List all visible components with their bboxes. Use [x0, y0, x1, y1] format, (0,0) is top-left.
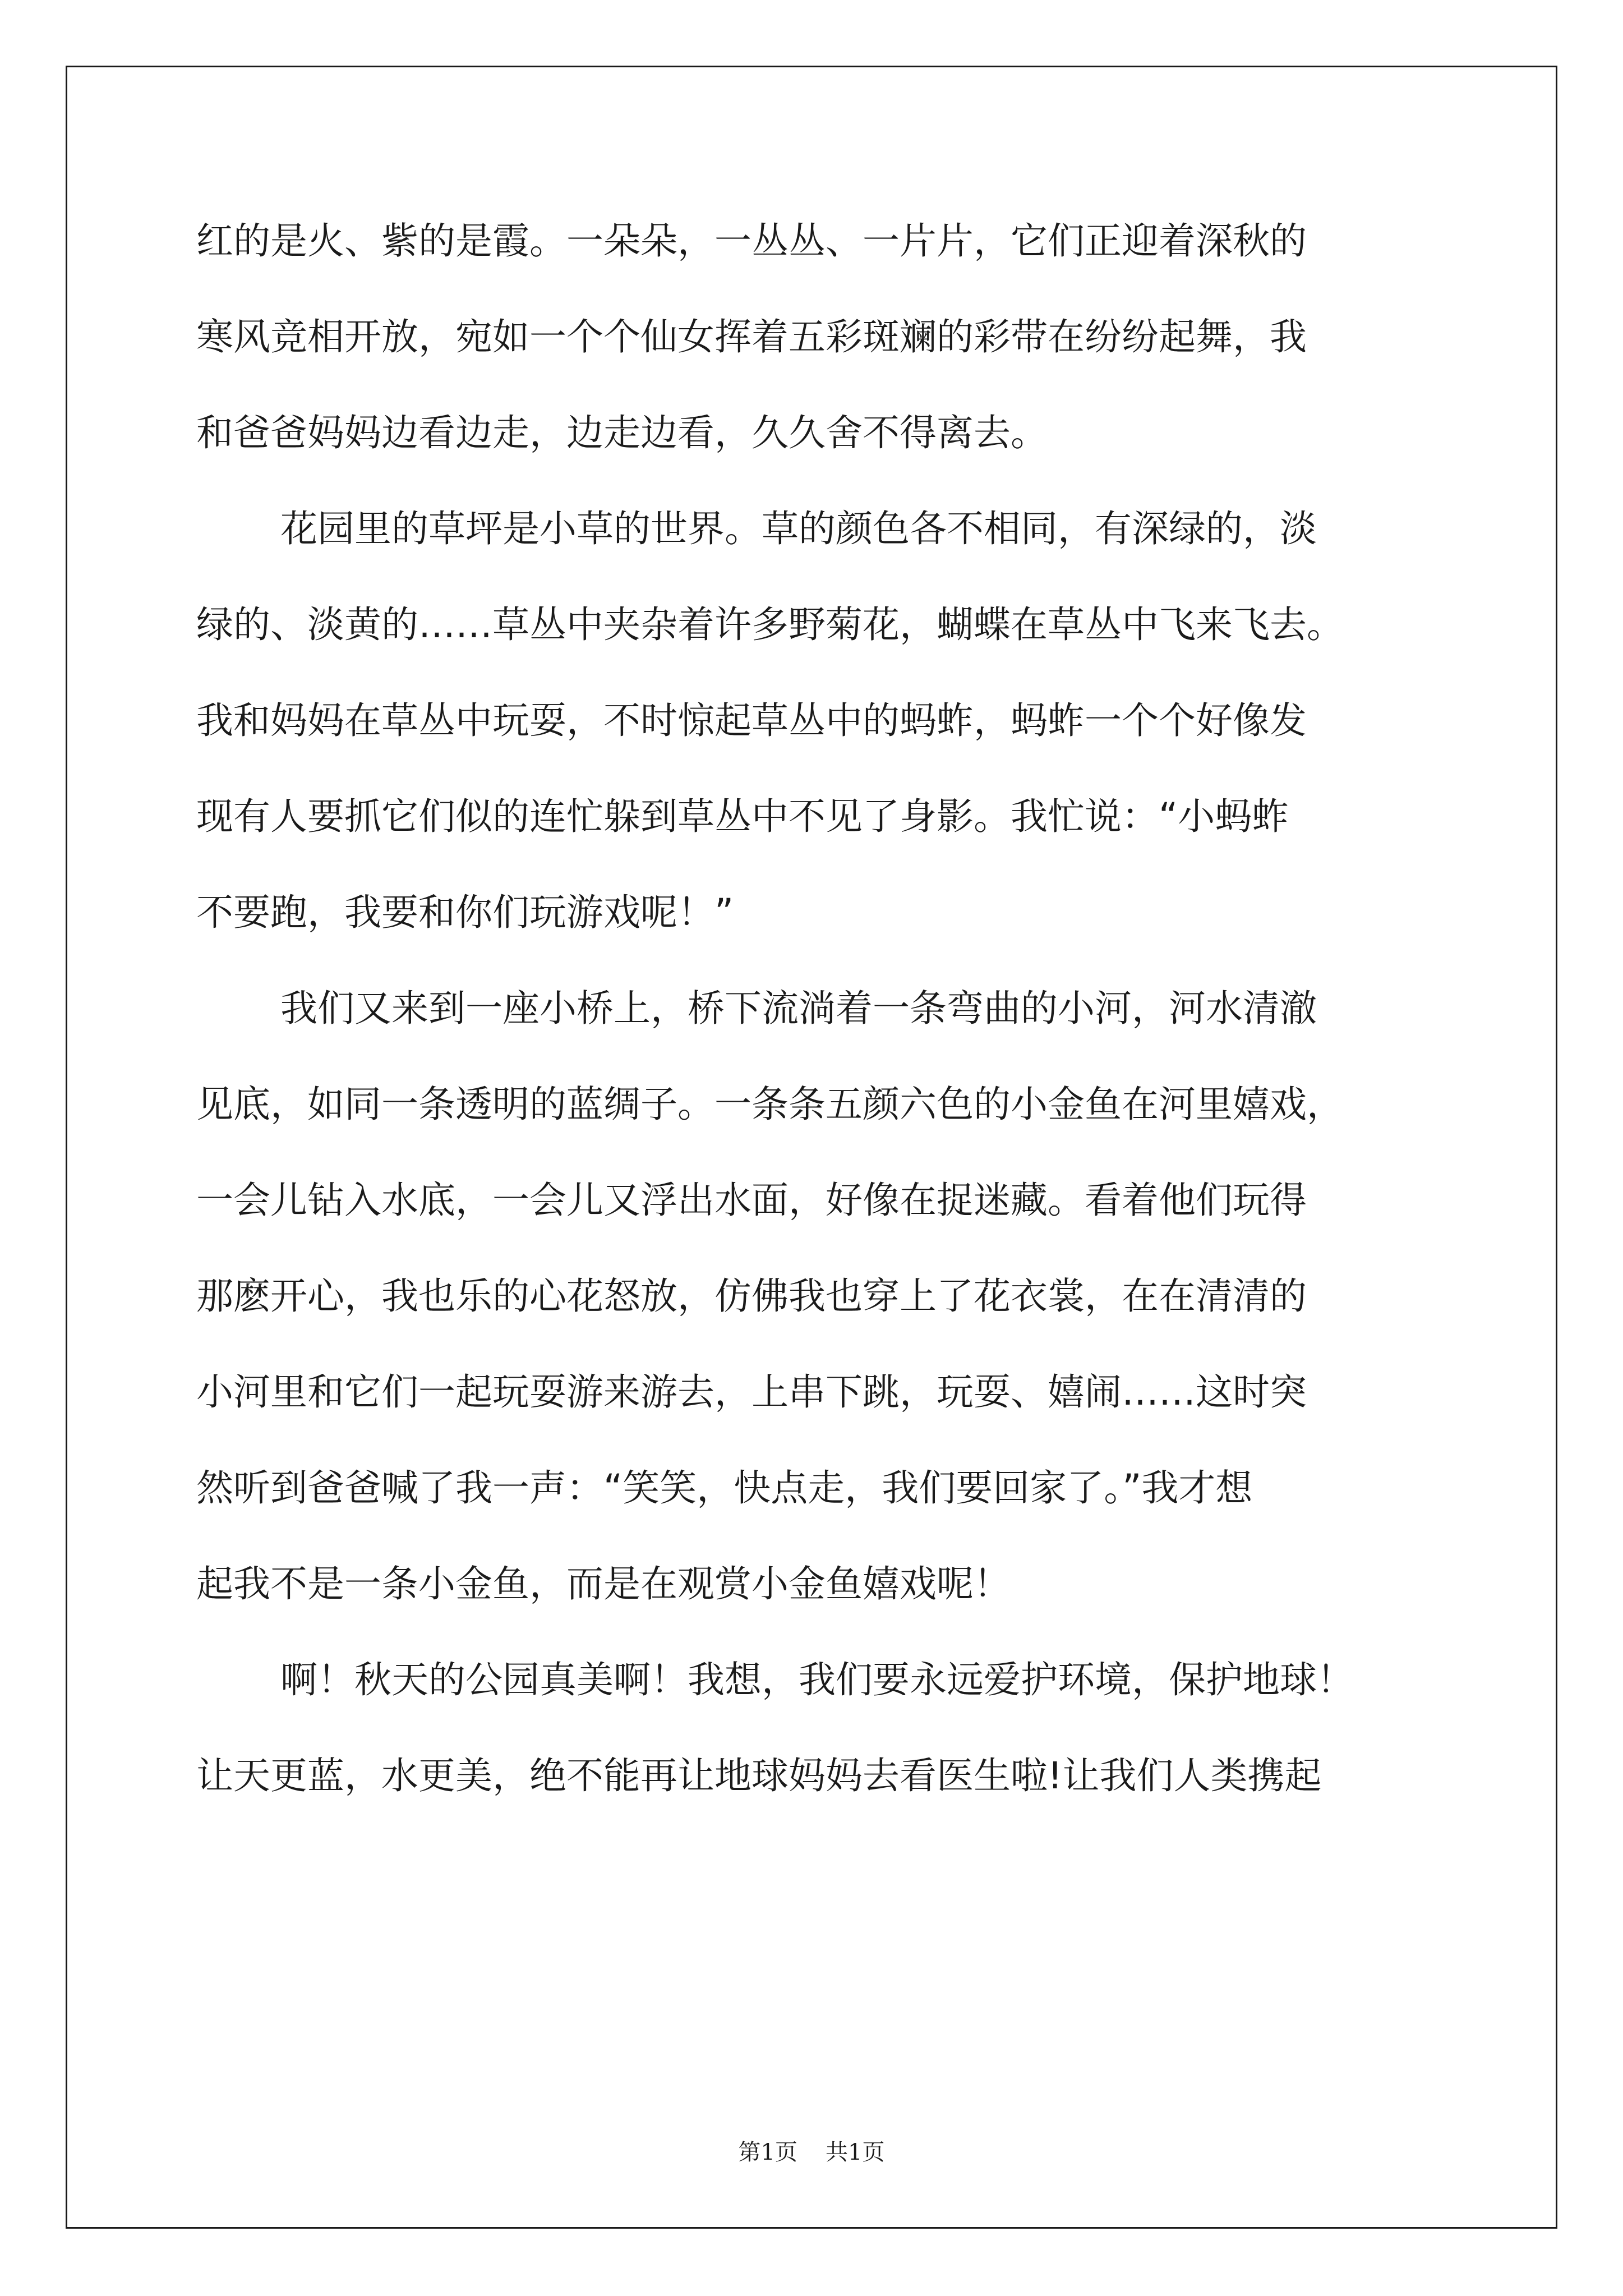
text-line: 红的是火、紫的是霞。一朵朵，一丛丛、一片片，它们正迎着深秋的: [196, 219, 1307, 263]
text-line: 和爸爸妈妈边看边走，边走边看，久久舍不得离去。: [196, 411, 1048, 454]
page-number-current: 第1页: [738, 2139, 797, 2165]
paragraph: [196, 501, 1441, 981]
text-line: 我和妈妈在草丛中玩耍，不时惊起草丛中的蚂蚱，蚂蚱一个个好像发: [196, 699, 1307, 742]
text-line: 我们又来到一座小桥上，桥下流淌着一条弯曲的小河，河水清澈: [280, 987, 1317, 1030]
text-line: 花园里的草坪是小草的世界。草的颜色各不相同，有深绿的，淡: [280, 507, 1317, 550]
document-body: [196, 213, 1441, 1844]
text-line: 不要跑，我要和你们玩游戏呢！”: [196, 891, 734, 934]
paragraph: [196, 213, 1441, 501]
text-line: 啊！秋天的公园真美啊！我想，我们要永远爱护环境，保护地球！: [280, 1658, 1354, 1701]
text-line: 一会儿钻入水底，一会儿又浮出水面，好像在捉迷藏。看着他们玩得: [196, 1179, 1307, 1222]
text-line: 让天更蓝，水更美，绝不能再让地球妈妈去看医生啦!让我们人类携起: [196, 1754, 1322, 1797]
text-line: 起我不是一条小金鱼，而是在观赏小金鱼嬉戏呢！: [196, 1562, 1011, 1605]
text-line: 小河里和它们一起玩耍游来游去，上串下跳，玩耍、嬉闹……这时突: [196, 1370, 1307, 1414]
text-line: 绿的、淡黄的……草丛中夹杂着许多野菊花，蝴蝶在草丛中飞来飞去。: [196, 603, 1344, 646]
text-line: 寒风竞相开放，宛如一个个仙女挥着五彩斑斓的彩带在纷纷起舞，我: [196, 315, 1307, 358]
paragraph: [196, 981, 1441, 1652]
page-footer: [0, 2134, 1623, 2166]
page-number-total: 共1页: [826, 2139, 885, 2165]
paragraph: [196, 1652, 1441, 1844]
text-line: 然听到爸爸喊了我一声：“笑笑，快点走，我们要回家了。”我才想: [196, 1466, 1253, 1510]
text-line: 那麽开心，我也乐的心花怒放，仿佛我也穿上了花衣裳，在在清清的: [196, 1274, 1307, 1318]
text-line: 见底，如同一条透明的蓝绸子。一条条五颜六色的小金鱼在河里嬉戏，: [196, 1083, 1344, 1126]
text-line: 现有人要抓它们似的连忙躲到草丛中不见了身影。我忙说：“小蚂蚱: [196, 795, 1289, 838]
